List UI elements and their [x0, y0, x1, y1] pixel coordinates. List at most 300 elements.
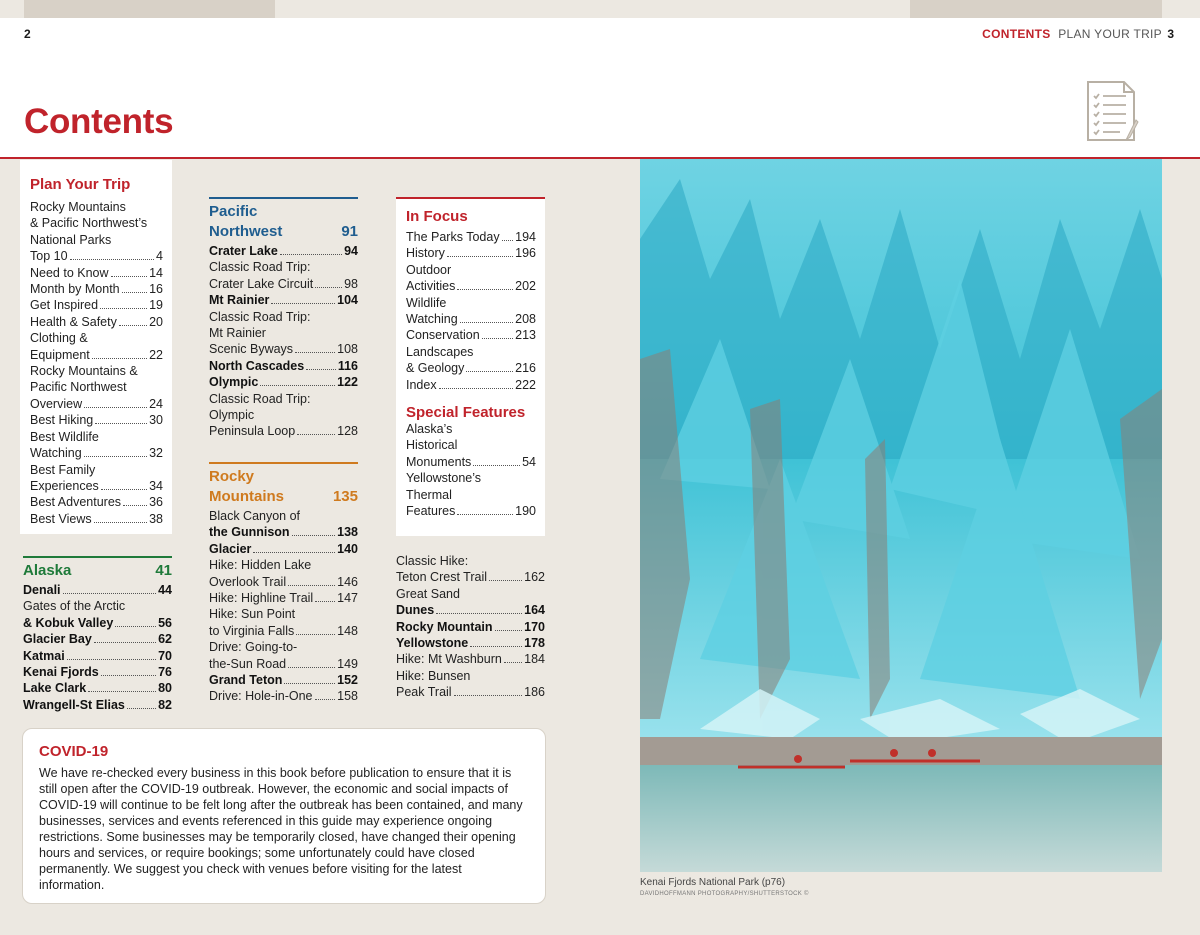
dot-leader	[94, 522, 147, 523]
covid-notice	[22, 728, 546, 904]
toc-entry-line	[209, 623, 358, 639]
dot-leader	[119, 325, 147, 326]
toc-entry-page: 149	[337, 656, 358, 671]
toc-entry	[30, 297, 163, 313]
toc-entry-label: Best Views	[30, 511, 92, 526]
toc-entry	[23, 680, 172, 696]
pacific-northwest-list	[209, 243, 358, 440]
toc-entry	[30, 429, 163, 462]
dot-leader	[447, 256, 513, 257]
toc-entry-label: Wrangell-St Elias	[23, 697, 125, 712]
toc-entry	[23, 582, 172, 598]
toc-entry	[406, 229, 536, 245]
pacific-northwest-section	[209, 197, 358, 440]
running-head	[982, 27, 1162, 41]
toc-entry-page: 38	[149, 511, 163, 526]
toc-entry-text: Outdoor	[406, 262, 452, 277]
toc-entry	[406, 295, 536, 328]
toc-entry-text: Clothing &	[30, 331, 88, 346]
toc-entry-page: 34	[149, 478, 163, 493]
toc-entry	[406, 262, 536, 295]
toc-entry-label: the-Sun Road	[209, 656, 287, 671]
toc-entry	[209, 292, 358, 308]
toc-entry-text: Classic Road Trip:	[209, 391, 311, 406]
toc-entry-label: Crater Lake Circuit	[209, 276, 314, 291]
toc-entry	[396, 586, 545, 619]
toc-entry	[396, 619, 545, 635]
toc-entry	[30, 511, 163, 527]
toc-entry-label: Glacier	[209, 541, 252, 556]
toc-entry-label: Index	[406, 377, 437, 392]
toc-entry-line	[209, 590, 358, 606]
toc-entry	[23, 598, 172, 631]
dot-leader	[460, 322, 513, 323]
page-title: Contents	[24, 102, 174, 141]
toc-entry-label: The Parks Today	[406, 230, 500, 244]
toc-entry-text: Classic Hike:	[396, 554, 469, 568]
dot-leader	[439, 388, 514, 389]
toc-entry-page: 24	[149, 396, 163, 411]
toc-entry-line	[396, 635, 545, 651]
toc-entry-line	[406, 229, 536, 245]
dot-leader	[101, 489, 147, 490]
toc-entry-label: Peninsula Loop	[209, 424, 296, 439]
toc-entry-page: 147	[337, 591, 358, 606]
toc-entry	[23, 664, 172, 680]
toc-entry-page: 32	[149, 446, 163, 461]
toc-entry	[406, 344, 536, 377]
toc-entry-line	[209, 423, 358, 439]
toc-entry-line	[209, 341, 358, 357]
toc-entry-label: the Gunnison	[209, 525, 290, 540]
toc-entry	[209, 391, 358, 440]
toc-entry-line	[209, 358, 358, 374]
dot-leader	[297, 434, 335, 435]
toc-entry-page: 70	[158, 648, 172, 663]
toc-entry-text: Hike: Sun Point	[209, 607, 296, 622]
rocky-mountains-heading	[209, 462, 358, 507]
dot-leader	[271, 303, 335, 304]
toc-entry	[396, 668, 545, 701]
toc-entry-text: Best Family	[30, 462, 96, 477]
toc-entry-label: Features	[406, 504, 456, 519]
dot-leader	[84, 407, 147, 408]
toc-entry-label: Olympic	[209, 375, 259, 390]
toc-entry-label: Denali	[23, 583, 61, 597]
toc-entry-page: 104	[337, 293, 358, 308]
dot-leader	[495, 630, 523, 631]
toc-entry-text: Olympic	[209, 408, 255, 423]
toc-entry-page: 184	[524, 652, 545, 667]
toc-entry	[23, 648, 172, 664]
toc-entry-line	[30, 511, 163, 527]
toc-entry	[406, 470, 536, 519]
toc-entry	[209, 606, 358, 639]
photo-credit: DAVIDHOFFMANN PHOTOGRAPHY/SHUTTERSTOCK ©	[640, 891, 809, 897]
toc-entry-page: 30	[149, 413, 163, 428]
toc-entry-text: Classic Road Trip:	[209, 260, 311, 275]
toc-entry-line	[23, 582, 172, 598]
toc-entry	[209, 259, 358, 292]
rocky-mountains-section	[209, 462, 358, 705]
toc-entry	[406, 245, 536, 261]
dot-leader	[295, 352, 335, 353]
toc-entry-text: Wildlife	[406, 295, 447, 310]
toc-entry-page: 20	[149, 314, 163, 329]
toc-entry-page: 178	[524, 636, 545, 651]
toc-entry-text: & Pacific Northwest’s	[30, 216, 148, 231]
dot-leader	[253, 552, 335, 553]
toc-entry-label: Health & Safety	[30, 314, 117, 329]
toc-entry-line	[396, 602, 545, 618]
toc-entry-text: Landscapes	[406, 344, 474, 359]
dot-leader	[63, 593, 157, 594]
toc-entry-text: Yellowstone’s	[406, 471, 482, 486]
dot-leader	[288, 585, 335, 586]
toc-entry-text: Historical	[406, 438, 458, 453]
toc-entry-line	[406, 377, 536, 393]
toc-entry-page: 82	[158, 697, 172, 712]
toc-entry-label: Glacier Bay	[23, 632, 92, 647]
toc-entry-label: & Kobuk Valley	[23, 615, 114, 630]
running-head-sub: PLAN YOUR TRIP	[1058, 27, 1162, 41]
toc-entry-label: North Cascades	[209, 358, 305, 373]
toc-entry	[23, 697, 172, 713]
toc-entry-label: Mt Rainier	[209, 293, 270, 308]
toc-entry-line	[209, 688, 358, 704]
toc-entry-page: 122	[337, 375, 358, 390]
alaska-heading	[23, 556, 172, 581]
special-features-list	[406, 421, 536, 519]
toc-entry-line	[30, 297, 163, 313]
toc-entry	[209, 243, 358, 259]
dot-leader	[260, 385, 335, 386]
toc-entry-line	[23, 664, 172, 680]
plan-your-trip-box	[20, 160, 172, 534]
dot-leader	[95, 423, 147, 424]
toc-entry-page: 186	[524, 685, 545, 700]
dot-leader	[470, 646, 522, 647]
toc-entry-page: 16	[149, 282, 163, 297]
toc-entry	[30, 330, 163, 363]
toc-entry-page: 170	[524, 619, 545, 634]
toc-entry	[406, 421, 536, 470]
toc-entry-label: Overlook Trail	[209, 574, 287, 589]
toc-entry	[30, 314, 163, 330]
right-page-number: 3	[1167, 27, 1174, 41]
toc-entry	[209, 358, 358, 374]
pacific-northwest-heading	[209, 197, 358, 242]
top-band-left	[24, 0, 275, 18]
toc-entry-line	[209, 243, 358, 259]
dot-leader	[315, 287, 342, 288]
plan-your-trip-heading: Plan Your Trip	[30, 176, 131, 193]
toc-entry-page: 76	[158, 665, 172, 680]
dot-leader	[122, 292, 147, 293]
in-focus-box	[396, 197, 545, 536]
dot-leader	[457, 289, 513, 290]
toc-entry-label: Teton Crest Trail	[396, 570, 488, 585]
dot-leader	[457, 514, 513, 515]
toc-entry-page: 62	[158, 632, 172, 647]
toc-entry-page: 80	[158, 681, 172, 696]
toc-entry-line	[30, 347, 163, 363]
toc-entry-line	[30, 494, 163, 510]
toc-entry	[396, 553, 545, 586]
alaska-section	[23, 556, 172, 713]
document-checklist-icon	[1084, 80, 1140, 142]
toc-entry-page: 54	[522, 454, 536, 469]
toc-entry-text: Rocky Mountains &	[30, 364, 138, 379]
dot-leader	[84, 456, 147, 457]
toc-entry-page: 140	[337, 541, 358, 556]
toc-entry-label: & Geology	[406, 361, 465, 376]
rocky-mountains-heading-page: 135	[332, 488, 358, 505]
dot-leader	[466, 371, 513, 372]
dot-leader	[482, 338, 513, 339]
toc-entry-line	[406, 327, 536, 343]
toc-entry-line	[23, 697, 172, 713]
left-page-number: 2	[24, 27, 31, 41]
toc-entry-label: Watching	[30, 446, 82, 461]
toc-entry	[30, 265, 163, 281]
toc-entry-line	[30, 314, 163, 330]
toc-entry-line	[209, 656, 358, 672]
dot-leader	[111, 276, 148, 277]
toc-entry-label: Dunes	[396, 603, 435, 618]
toc-entry-line	[209, 374, 358, 390]
toc-entry	[209, 557, 358, 590]
toc-entry-label: Experiences	[30, 478, 99, 493]
dot-leader	[280, 254, 342, 255]
toc-entry	[406, 377, 536, 393]
toc-entry-text: Mt Rainier	[209, 326, 266, 341]
dot-leader	[315, 699, 336, 700]
toc-entry-text: Hike: Bunsen	[396, 668, 471, 683]
toc-entry	[396, 651, 545, 667]
toc-entry	[209, 508, 358, 541]
covid-title: COVID-19	[39, 743, 109, 760]
toc-entry-page: 44	[158, 583, 172, 597]
toc-entry-line	[209, 524, 358, 540]
dot-leader	[306, 369, 336, 370]
toc-entry-line	[30, 478, 163, 494]
photo-caption: Kenai Fjords National Park (p76)	[640, 877, 786, 888]
toc-entry-page: 222	[515, 377, 536, 392]
toc-entry-line	[396, 684, 545, 700]
toc-entry	[30, 494, 163, 510]
glacier-photo	[640, 159, 1162, 872]
toc-entry-text: Black Canyon of	[209, 509, 301, 523]
toc-entry-label: Hike: Highline Trail	[209, 591, 314, 606]
top-band-right	[910, 0, 1162, 18]
toc-entry-line	[30, 248, 163, 264]
toc-entry-label: Yellowstone	[396, 636, 469, 651]
plan-your-trip-list	[30, 199, 163, 527]
running-head-section: CONTENTS	[982, 27, 1051, 41]
dot-leader	[92, 358, 147, 359]
toc-entry-label: to Virginia Falls	[209, 623, 295, 638]
toc-entry-label: Rocky Mountain	[396, 619, 493, 634]
toc-entry-label: Crater Lake	[209, 244, 278, 258]
toc-entry-line	[406, 503, 536, 519]
toc-entry-page: 213	[515, 328, 536, 343]
dot-leader	[67, 659, 156, 660]
toc-entry-line	[396, 569, 545, 585]
toc-entry	[209, 688, 358, 704]
toc-entry-line	[209, 672, 358, 688]
rocky-mountains-list	[209, 508, 358, 705]
toc-entry	[30, 462, 163, 495]
dot-leader	[473, 465, 520, 466]
toc-entry-line	[396, 619, 545, 635]
toc-entry-line	[23, 680, 172, 696]
toc-entry-page: 116	[337, 358, 358, 373]
toc-entry-page: 164	[524, 603, 545, 618]
dot-leader	[504, 662, 522, 663]
toc-entry-page: 202	[515, 279, 536, 294]
toc-entry-label: Kenai Fjords	[23, 665, 99, 680]
dot-leader	[88, 691, 156, 692]
toc-entry-page: 56	[158, 615, 172, 630]
toc-entry-page: 152	[337, 673, 358, 688]
alaska-heading-title: Alaska	[23, 562, 72, 579]
toc-entry-text: Thermal	[406, 487, 452, 502]
alaska-heading-page: 41	[155, 562, 172, 579]
toc-entry-label: Equipment	[30, 347, 90, 362]
toc-entry-label: History	[406, 246, 445, 261]
toc-entry	[30, 281, 163, 297]
toc-entry-line	[23, 648, 172, 664]
toc-entry	[30, 412, 163, 428]
rocky-continued-list	[396, 553, 545, 701]
toc-entry-page: 148	[337, 623, 358, 638]
in-focus-list	[406, 229, 536, 393]
toc-entry-line	[209, 574, 358, 590]
toc-entry	[209, 374, 358, 390]
toc-entry-page: 208	[515, 312, 536, 327]
toc-entry-page: 196	[515, 246, 536, 261]
dot-leader	[101, 675, 156, 676]
pacific-northwest-heading-page: 91	[341, 223, 358, 240]
dot-leader	[489, 580, 522, 581]
rocky-mountains-heading-title: Rocky Mountains	[209, 468, 284, 505]
toc-entry-line	[30, 412, 163, 428]
toc-entry-page: 146	[337, 574, 358, 589]
toc-entry-label: Drive: Hole-in-One	[209, 689, 313, 704]
toc-entry-label: Month by Month	[30, 282, 120, 297]
toc-entry-line	[30, 265, 163, 281]
toc-entry-text: Classic Road Trip:	[209, 309, 311, 324]
toc-entry-line	[30, 396, 163, 412]
toc-entry-line	[209, 276, 358, 292]
toc-entry	[209, 672, 358, 688]
toc-entry-page: 4	[156, 249, 163, 264]
toc-entry-text: Pacific Northwest	[30, 380, 127, 395]
toc-entry-text: Best Wildlife	[30, 429, 99, 444]
toc-entry-label: Katmai	[23, 648, 65, 663]
toc-entry-label: Activities	[406, 279, 456, 294]
in-focus-heading: In Focus	[406, 208, 468, 225]
toc-entry-line	[209, 541, 358, 557]
dot-leader	[502, 240, 514, 241]
dot-leader	[115, 626, 156, 627]
toc-entry-label: Best Adventures	[30, 495, 122, 510]
toc-entry-label: Overview	[30, 396, 83, 411]
toc-entry-page: 128	[337, 424, 358, 439]
toc-entry-page: 194	[515, 230, 536, 244]
toc-entry-label: Top 10	[30, 249, 68, 264]
toc-entry-label: Peak Trail	[396, 685, 452, 700]
toc-entry-text: Drive: Going-to-	[209, 640, 298, 655]
dot-leader	[288, 667, 335, 668]
toc-entry	[209, 639, 358, 672]
toc-entry-label: Monuments	[406, 454, 472, 469]
toc-entry-label: Get Inspired	[30, 298, 99, 313]
dot-leader	[296, 634, 335, 635]
toc-entry-label: Grand Teton	[209, 673, 283, 688]
alaska-list	[23, 582, 172, 713]
toc-entry-line	[406, 360, 536, 376]
toc-entry-line	[23, 615, 172, 631]
toc-entry-label: Scenic Byways	[209, 342, 294, 357]
toc-entry-page: 36	[149, 495, 163, 510]
toc-entry	[23, 631, 172, 647]
toc-entry-page: 14	[149, 265, 163, 280]
toc-entry-label: Need to Know	[30, 265, 109, 280]
toc-entry-page: 19	[149, 298, 163, 313]
toc-entry-label: Conservation	[406, 328, 480, 343]
dot-leader	[100, 308, 147, 309]
toc-entry-page: 138	[337, 525, 358, 540]
toc-entry	[30, 199, 163, 265]
toc-entry-page: 94	[344, 244, 358, 258]
toc-entry-page: 108	[337, 342, 358, 357]
toc-entry-line	[406, 311, 536, 327]
toc-entry-label: Lake Clark	[23, 681, 87, 696]
dot-leader	[436, 613, 522, 614]
dot-leader	[94, 642, 156, 643]
toc-entry	[396, 635, 545, 651]
toc-entry-line	[406, 278, 536, 294]
toc-entry	[209, 541, 358, 557]
toc-entry-page: 190	[515, 504, 536, 519]
toc-entry-label: Best Hiking	[30, 413, 94, 428]
dot-leader	[292, 535, 336, 536]
toc-entry-page: 158	[337, 689, 358, 704]
dot-leader	[315, 601, 335, 602]
toc-entry	[209, 590, 358, 606]
toc-entry-page: 98	[344, 276, 358, 291]
toc-entry-line	[209, 292, 358, 308]
toc-entry-label: Hike: Mt Washburn	[396, 652, 502, 667]
toc-entry-line	[23, 631, 172, 647]
dot-leader	[284, 683, 335, 684]
special-features-heading: Special Features	[406, 404, 526, 422]
toc-entry-text: Alaska’s	[406, 422, 453, 437]
pacific-northwest-heading-title: Pacific Northwest	[209, 203, 283, 240]
toc-entry-text: Great Sand	[396, 586, 460, 601]
toc-entry-line	[30, 445, 163, 461]
toc-entry-line	[30, 281, 163, 297]
dot-leader	[127, 708, 156, 709]
covid-text: We have re-checked every business in this book before publication to ensure that it is still open after the COVID-19 outbreak. However, the economic and social impacts of COVID-19 will continue to be felt long after the outbreak has been contained, and many businesses, services and events referenced in this guide may experience ongoing restrictions. Some businesses may be temporarily closed, have changed their opening hours and services, or require bookings; some unfortunately could have closed permanently. We suggest you check with venues before visiting for the latest information.	[39, 766, 523, 892]
toc-entry-line	[406, 245, 536, 261]
toc-entry	[209, 309, 358, 358]
toc-entry-text: National Parks	[30, 232, 112, 247]
toc-entry	[30, 363, 163, 412]
toc-entry-line	[406, 454, 536, 470]
